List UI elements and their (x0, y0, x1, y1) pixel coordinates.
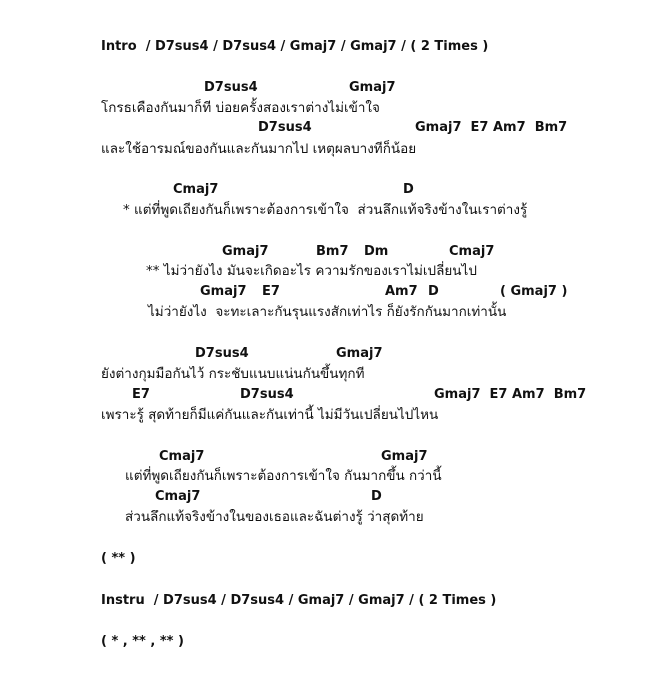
lyric-line: * แต่ที่พูดเถียงกันก็เพราะต้องการเข้าใจ ส่วนลึกแท้จริงข้างในเราต่างรู้ (123, 202, 528, 218)
lyric-line: ไม่ว่ายังไง จะทะเลาะกันรุนแรงสักเท่าไร ก็ยังรักกันมากเท่านั้น (148, 304, 507, 320)
chord-label: E7 (262, 284, 280, 299)
repeat-sections-marker: ( * , ** , ** ) (101, 634, 184, 649)
chord-label: Cmaj7 (173, 182, 219, 197)
chord-row (0, 182, 670, 198)
chord-label: Gmaj7 E7 Am7 Bm7 (434, 387, 587, 402)
chord-label: D (403, 182, 414, 197)
chord-label: Gmaj7 (200, 284, 247, 299)
chord-row (0, 346, 670, 362)
intro-line: Intro / D7sus4 / D7sus4 / Gmaj7 / Gmaj7 / ( 2 Times ) (101, 39, 489, 54)
chord-label: D7sus4 (195, 346, 249, 361)
repeat-chorus-marker: ( ** ) (101, 551, 136, 566)
chord-label: Gmaj7 (222, 244, 269, 259)
chord-label: D7sus4 (258, 120, 312, 135)
lyric-line: โกรธเคืองกันมาก็ที บ่อยครั้งสองเราต่างไม่เข้าใจ (101, 100, 380, 116)
chord-label: D (371, 489, 382, 504)
instru-line: Instru / D7sus4 / D7sus4 / Gmaj7 / Gmaj7 / ( 2 Times ) (101, 593, 497, 608)
lyric-line: ส่วนลึกแท้จริงข้างในของเธอและฉันต่างรู้ ว่าสุดท้าย (125, 509, 424, 525)
chord-label: Cmaj7 (449, 244, 495, 259)
chord-label: ( Gmaj7 ) (500, 284, 568, 299)
lyric-line: ** ไม่ว่ายังไง มันจะเกิดอะไร ความรักของเราไม่เปลี่ยนไป (146, 263, 477, 279)
chord-label: Am7 (385, 284, 418, 299)
chord-row (0, 449, 670, 465)
chord-label: Bm7 (316, 244, 349, 259)
chord-row (0, 489, 670, 505)
chord-label: Cmaj7 (159, 449, 205, 464)
lyric-line: แต่ที่พูดเถียงกันก็เพราะต้องการเข้าใจ กันมากขึ้น กว่านี้ (125, 468, 442, 484)
chord-label: Gmaj7 (381, 449, 428, 464)
chord-row (0, 120, 670, 136)
chord-label: D7sus4 (204, 80, 258, 95)
chord-label: D (428, 284, 439, 299)
chord-label: Dm (364, 244, 389, 259)
chord-row (0, 387, 670, 403)
chord-row (0, 80, 670, 96)
lyric-line: เพราะรู้ สุดท้ายก็มีแค่กันและกันเท่านี้ ไม่มีวันเปลี่ยนไปไหน (101, 407, 439, 423)
chord-row (0, 284, 670, 300)
chord-label: E7 (132, 387, 150, 402)
chord-label: Gmaj7 (349, 80, 396, 95)
chord-row (0, 244, 670, 260)
chord-label: Gmaj7 (336, 346, 383, 361)
chord-label: D7sus4 (240, 387, 294, 402)
chord-label: Cmaj7 (155, 489, 201, 504)
lyric-line: และใช้อารมณ์ของกันและกันมากไป เหตุผลบางทีก็น้อย (101, 141, 417, 157)
lyric-line: ยังต่างกุมมือกันไว้ กระชับแนบแน่นกันขึ้นทุกที (101, 366, 365, 382)
chord-label: Gmaj7 E7 Am7 Bm7 (415, 120, 568, 135)
